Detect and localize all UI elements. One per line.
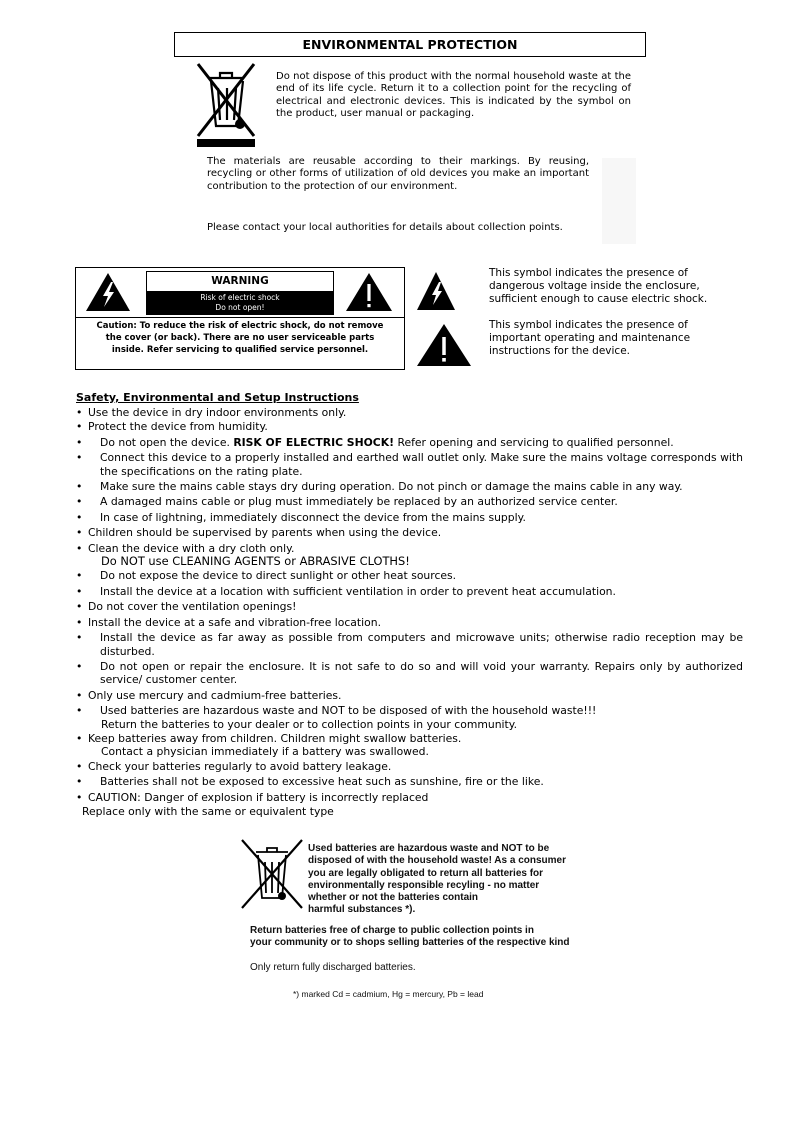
list-item: • Use the device in dry indoor environments only. [76, 406, 347, 419]
list-item: • CAUTION: Danger of explosion if battery is incorrectly replaced [76, 790, 429, 804]
list-item: • Keep batteries away from children. Children might swallow batteries. [76, 731, 462, 745]
risk-line-2: Do not open! [215, 303, 265, 312]
list-item: • Connect this device to a properly installed and earthed wall outlet only. Make sure the mains voltage corresponds with the specifications on the rating plate. [76, 451, 743, 478]
safety-list [76, 406, 743, 818]
list-item: • Do not cover the ventilation openings! [76, 600, 297, 614]
disposal-paragraph: Do not dispose of this product with the normal household waste at the end of its life cycle. Return it to a collection point for the recycling of electrical and electronic devices. This is indicated by the symbol on the product, user manual or packaging. [276, 71, 631, 120]
battery-warning-text: Used batteries are hazardous waste and NOT to be disposed of with the household waste! As a consumer you are legally obligated to return all batteries for environmentally responsible recyling - no matter whether or not the batteries contain harmful substances *). [308, 843, 566, 916]
list-item: • Clean the device with a dry cloth only. [76, 541, 295, 555]
risk-line-1: Risk of electric shock [200, 293, 280, 302]
list-item: • In case of lightning, immediately disconnect the device from the mains supply. [76, 510, 526, 524]
list-item: • Make sure the mains cable stays dry during operation. Do not pinch or damage the mains cable in any way. [76, 480, 683, 494]
cleaning-note: Do NOT use CLEANING AGENTS or ABRASIVE CLOTHS! [101, 554, 410, 569]
list-item: • Batteries shall not be exposed to excessive heat such as sunshine, fire or the like. [76, 775, 544, 789]
list-item: • Protect the device from humidity. [76, 420, 268, 434]
replace-note: Replace only with the same or equivalent type [82, 804, 334, 818]
physician-note: Contact a physician immediately if a battery was swallowed. [101, 745, 429, 759]
list-item: • Do not open the device. RISK OF ELECTRIC SHOCK! Refer opening and servicing to qualified personnel. [76, 435, 674, 449]
battery-bin-icon [238, 838, 306, 910]
list-item: • Children should be supervised by parents when using the device. [76, 526, 442, 540]
list-item: • A damaged mains cable or plug must immediately be replaced by an authorized service center. [76, 495, 618, 509]
return-note: Return the batteries to your dealer or to collection points in your community. [101, 717, 518, 731]
list-item: • Check your batteries regularly to avoid battery leakage. [76, 759, 392, 773]
warning-black-band [147, 291, 333, 314]
reuse-paragraph: The materials are reusable according to their markings. By reusing, recycling or other forms of utilization of old devices you make an important contribution to the protection of our environment. [207, 156, 589, 192]
battery-discharged-text: Only return fully discharged batteries. [250, 962, 416, 973]
list-item: • Install the device as far away as possible from computers and microwave units; otherwise radio reception may be disturbed. [76, 631, 743, 658]
instruction-symbol-description: This symbol indicates the presence of important operating and maintenance instructions for the device. [489, 319, 691, 358]
page-title: ENVIRONMENTAL PROTECTION [174, 32, 646, 57]
safety-heading: Safety, Environmental and Setup Instructions [76, 391, 359, 404]
list-item: • Do not open or repair the enclosure. It is not safe to do so and will void your warranty. Repairs only by authorized service/ customer center. [76, 659, 743, 687]
battery-return-text: Return batteries free of charge to public collection points in your community or to shops selling batteries of the respective kind [250, 925, 570, 949]
list-item: • Only use mercury and cadmium-free batteries. [76, 688, 342, 702]
warning-divider [76, 317, 404, 318]
list-item: • Install the device at a location with sufficient ventilation in order to prevent heat accumulation. [76, 584, 616, 598]
lightning-symbol-icon [415, 270, 457, 312]
shock-emphasis: RISK OF ELECTRIC SHOCK! [233, 435, 395, 449]
battery-footnote: *) marked Cd = cadmium, Hg = mercury, Pb = lead [293, 989, 484, 999]
list-item: • Install the device at a safe and vibration-free location. [76, 615, 382, 629]
warning-panel [75, 267, 405, 370]
lightning-warning-icon [84, 271, 132, 313]
exclamation-warning-icon [344, 271, 394, 313]
contact-paragraph: Please contact your local authorities for details about collection points. [207, 222, 563, 233]
crossed-bin-icon [194, 60, 258, 148]
list-item: • Used batteries are hazardous waste and NOT to be disposed of with the household waste!!! [76, 704, 597, 718]
exclamation-symbol-icon [415, 322, 473, 368]
warning-caution-text: Caution: To reduce the risk of electric shock, do not remove the cover (or back). There are no user serviceable parts inside. Refer servicing to qualified service personnel. [96, 321, 384, 355]
warning-label [146, 271, 334, 315]
list-item: • Do not expose the device to direct sunlight or other heat sources. [76, 569, 457, 583]
warning-title: WARNING [211, 275, 269, 287]
faint-watermark [602, 158, 636, 244]
voltage-symbol-description: This symbol indicates the presence of dangerous voltage inside the enclosure, sufficient enough to cause electric shock. [489, 267, 708, 306]
